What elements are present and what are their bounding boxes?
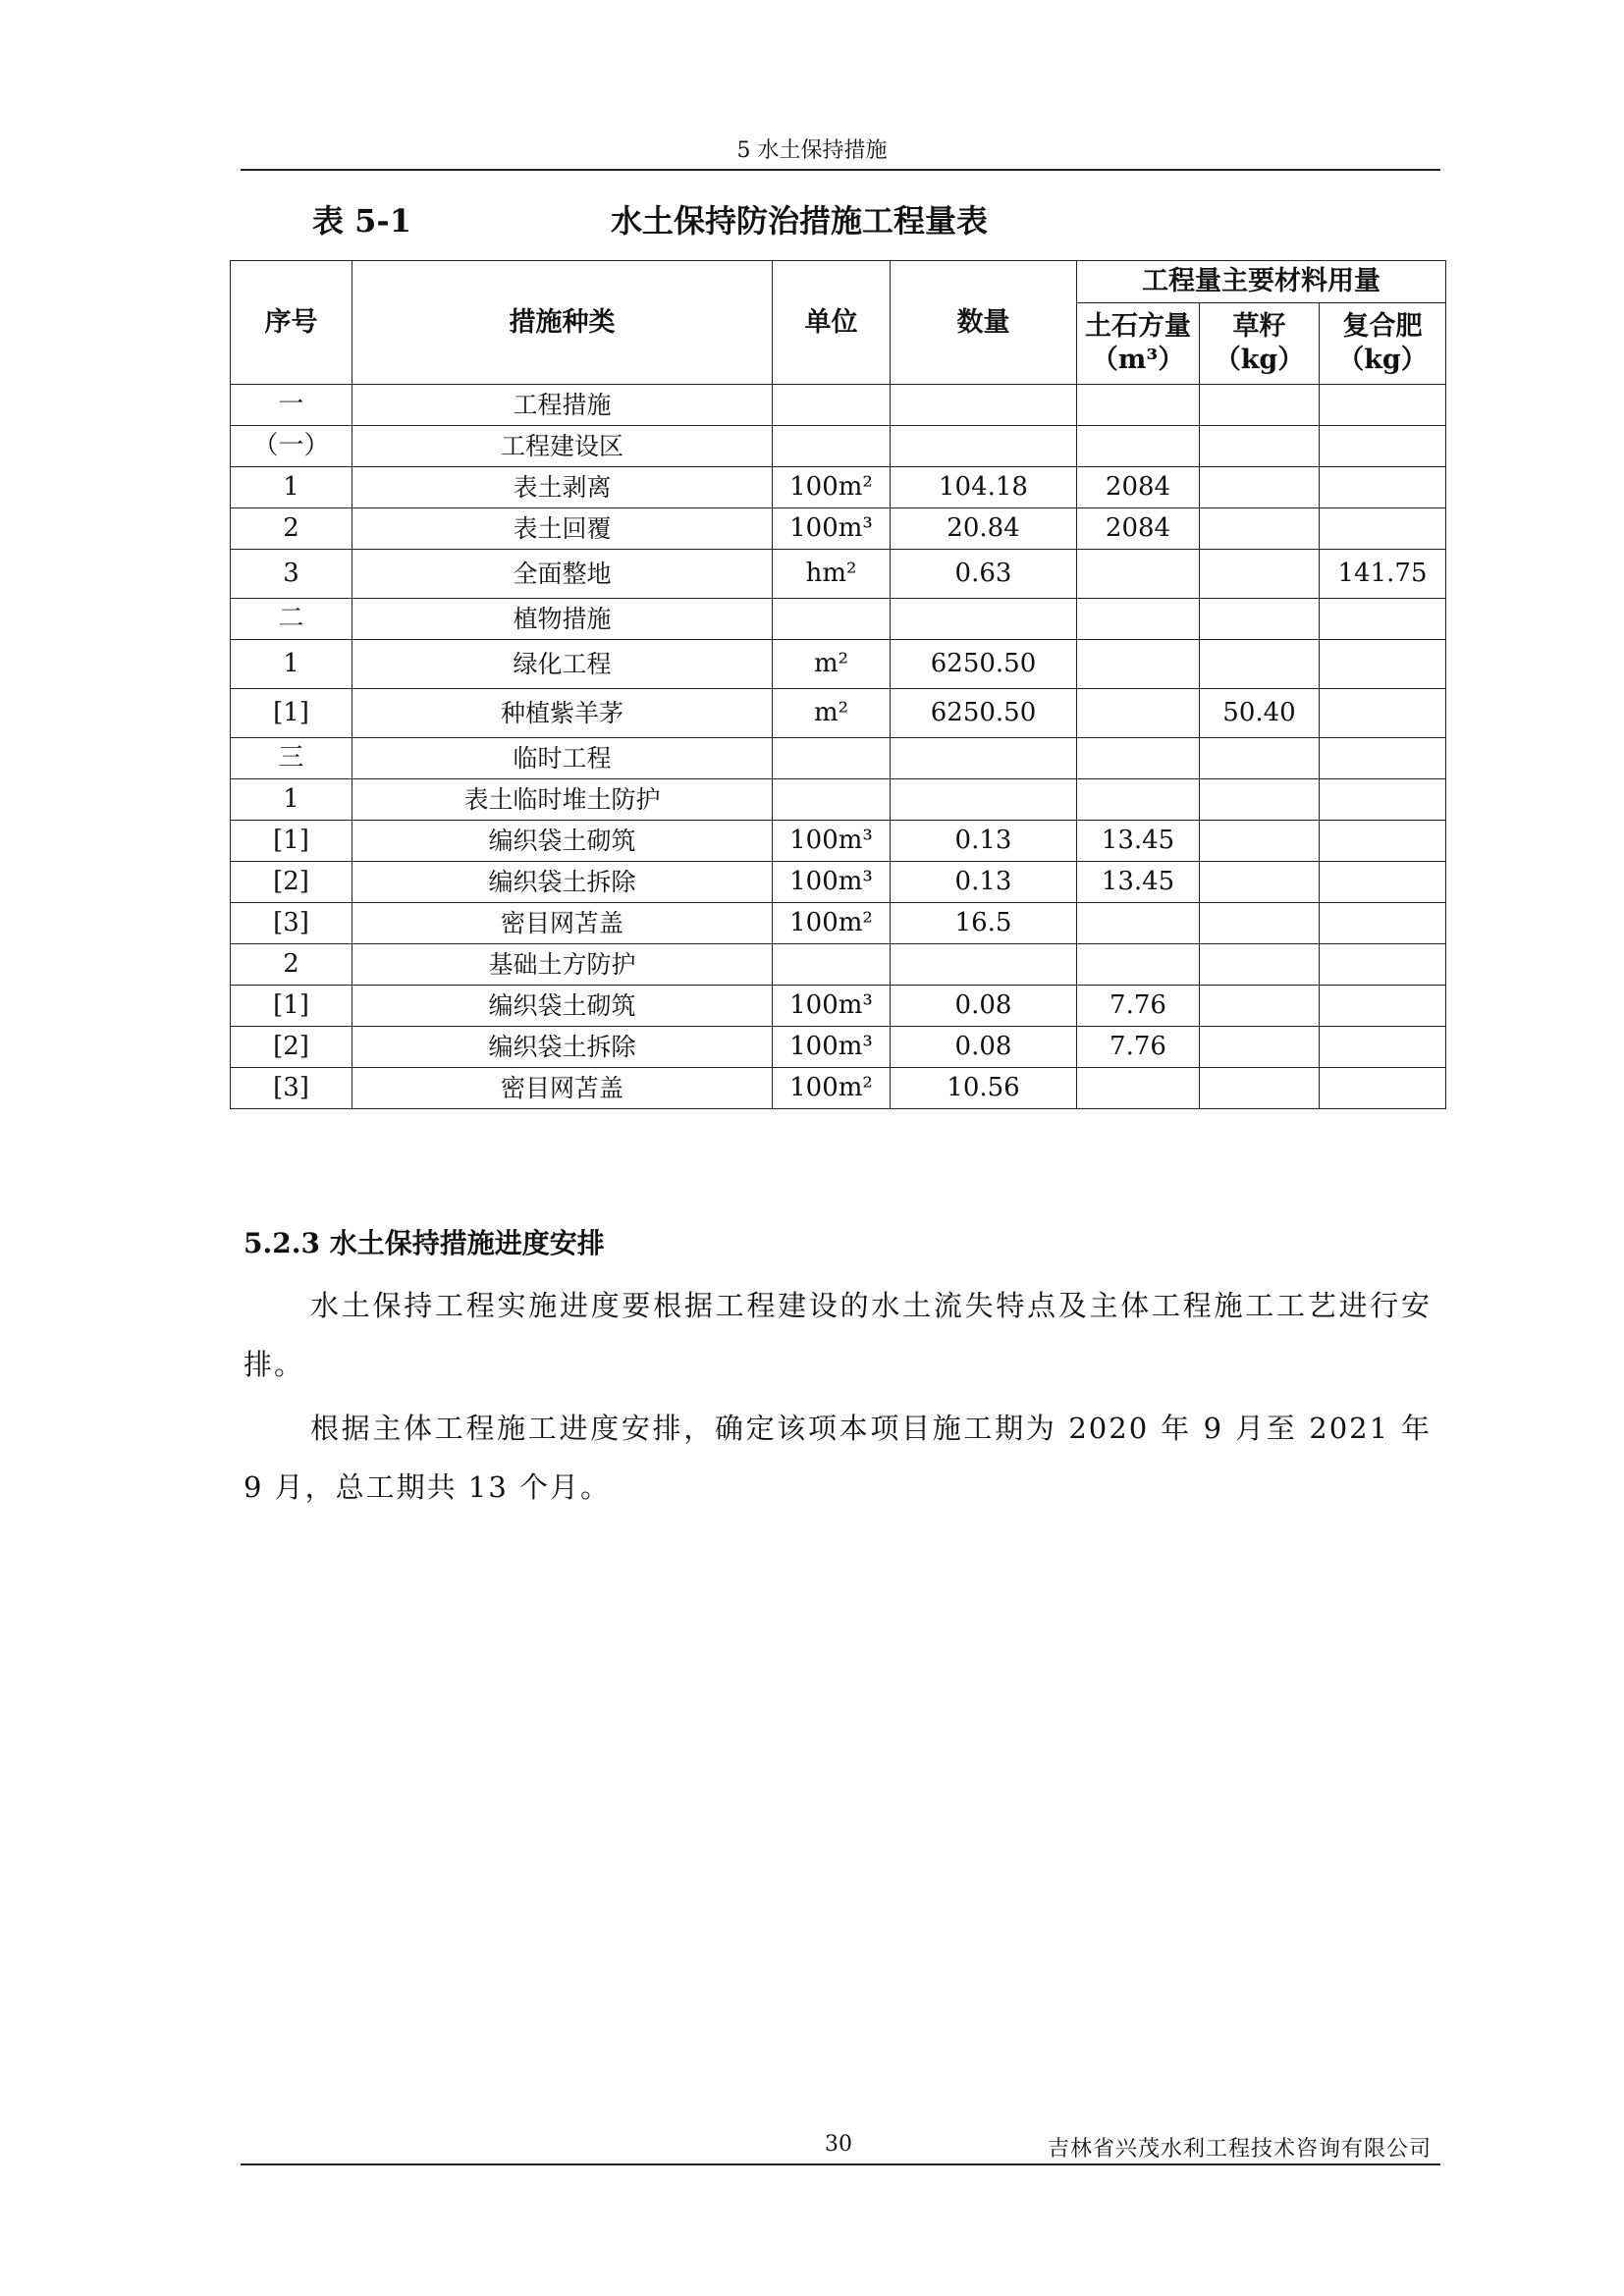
cell-unit: 100m²	[773, 1068, 891, 1109]
table-row	[231, 944, 1446, 986]
cell-fert	[1320, 508, 1446, 550]
cell-unit: m²	[773, 640, 891, 689]
cell-seed	[1200, 821, 1320, 862]
cell-earth	[1077, 689, 1200, 738]
cell-unit: 100m³	[773, 508, 891, 550]
cell-earth: 13.45	[1077, 821, 1200, 862]
cell-qty: 20.84	[891, 508, 1077, 550]
cell-seed	[1200, 944, 1320, 986]
cell-seed	[1200, 550, 1320, 599]
cell-fert	[1320, 862, 1446, 903]
cell-seq: [3]	[231, 903, 352, 944]
table-row	[231, 550, 1446, 599]
cell-seq: 二	[231, 599, 352, 640]
cell-earth	[1077, 426, 1200, 467]
table-row	[231, 508, 1446, 550]
table-title: 水土保持防治措施工程量表	[611, 202, 989, 240]
table-row	[231, 903, 1446, 944]
cell-fert	[1320, 599, 1446, 640]
cell-earth	[1077, 738, 1200, 779]
page-number: 30	[825, 2132, 852, 2157]
cell-fert	[1320, 640, 1446, 689]
table-row	[231, 640, 1446, 689]
cell-measure: 表土临时堆土防护	[352, 779, 773, 821]
measures-quantity-table	[230, 260, 1446, 1109]
cell-seq: 1	[231, 467, 352, 508]
cell-unit: 100m³	[773, 1027, 891, 1068]
cell-seed	[1200, 1027, 1320, 1068]
cell-unit	[773, 426, 891, 467]
cell-seq: 1	[231, 779, 352, 821]
cell-unit	[773, 599, 891, 640]
table-row	[231, 986, 1446, 1027]
col-header-measure: 措施种类	[352, 261, 773, 385]
table-caption	[0, 196, 1624, 245]
cell-seed	[1200, 467, 1320, 508]
cell-qty: 0.63	[891, 550, 1077, 599]
cell-measure: 密目网苫盖	[352, 903, 773, 944]
table-row	[231, 426, 1446, 467]
cell-seq: （一）	[231, 426, 352, 467]
cell-unit: m²	[773, 689, 891, 738]
footer-organization: 吉林省兴茂水利工程技术咨询有限公司	[1047, 2137, 1432, 2162]
cell-seed	[1200, 599, 1320, 640]
cell-unit	[773, 385, 891, 426]
cell-qty	[891, 426, 1077, 467]
cell-fert	[1320, 944, 1446, 986]
col-header-earth: 土石方量（m³）	[1077, 303, 1200, 385]
table-row	[231, 1027, 1446, 1068]
table-row	[231, 467, 1446, 508]
cell-unit	[773, 738, 891, 779]
col-header-qty: 数量	[891, 261, 1077, 385]
cell-measure: 编织袋土拆除	[352, 1027, 773, 1068]
cell-seq: [3]	[231, 1068, 352, 1109]
col-header-seq: 序号	[231, 261, 352, 385]
cell-qty: 6250.50	[891, 689, 1077, 738]
cell-seq: [1]	[231, 986, 352, 1027]
cell-seed: 50.40	[1200, 689, 1320, 738]
cell-seq: [2]	[231, 862, 352, 903]
cell-measure: 植物措施	[352, 599, 773, 640]
cell-earth: 2084	[1077, 508, 1200, 550]
header-divider	[241, 169, 1440, 171]
cell-seed	[1200, 986, 1320, 1027]
table-row	[231, 821, 1446, 862]
col-header-materials: 工程量主要材料用量	[1077, 261, 1446, 303]
cell-qty: 0.08	[891, 986, 1077, 1027]
cell-qty: 6250.50	[891, 640, 1077, 689]
table-row	[231, 385, 1446, 426]
cell-fert	[1320, 385, 1446, 426]
cell-seq: 一	[231, 385, 352, 426]
cell-earth	[1077, 1068, 1200, 1109]
col-header-seed: 草籽（kg）	[1200, 303, 1320, 385]
cell-seq: 2	[231, 944, 352, 986]
cell-fert	[1320, 779, 1446, 821]
col-header-fert: 复合肥（kg）	[1320, 303, 1446, 385]
cell-seed	[1200, 903, 1320, 944]
cell-fert	[1320, 426, 1446, 467]
cell-fert: 141.75	[1320, 550, 1446, 599]
cell-measure: 种植紫羊茅	[352, 689, 773, 738]
cell-qty	[891, 738, 1077, 779]
cell-seq: 2	[231, 508, 352, 550]
cell-seq: 三	[231, 738, 352, 779]
cell-earth: 13.45	[1077, 862, 1200, 903]
cell-seq: [1]	[231, 689, 352, 738]
cell-seed	[1200, 862, 1320, 903]
cell-measure: 全面整地	[352, 550, 773, 599]
cell-seed	[1200, 508, 1320, 550]
cell-unit	[773, 779, 891, 821]
cell-measure: 编织袋土砌筑	[352, 821, 773, 862]
table-row	[231, 689, 1446, 738]
paragraph: 根据主体工程施工进度安排，确定该项本项目施工期为 2020 年 9 月至 2021 年 9 月，总工期共 13 个月。	[244, 1412, 1432, 1504]
cell-seed	[1200, 426, 1320, 467]
cell-seed	[1200, 385, 1320, 426]
cell-unit: 100m²	[773, 903, 891, 944]
cell-measure: 密目网苫盖	[352, 1068, 773, 1109]
cell-earth: 2084	[1077, 467, 1200, 508]
col-header-unit: 单位	[773, 261, 891, 385]
cell-seed	[1200, 640, 1320, 689]
cell-measure: 编织袋土砌筑	[352, 986, 773, 1027]
cell-measure: 表土回覆	[352, 508, 773, 550]
cell-earth	[1077, 640, 1200, 689]
cell-unit: 100m²	[773, 467, 891, 508]
cell-measure: 临时工程	[352, 738, 773, 779]
cell-qty: 104.18	[891, 467, 1077, 508]
cell-qty: 0.13	[891, 821, 1077, 862]
cell-seq: 1	[231, 640, 352, 689]
cell-seq: [1]	[231, 821, 352, 862]
cell-earth: 7.76	[1077, 986, 1200, 1027]
table-row	[231, 862, 1446, 903]
cell-earth	[1077, 779, 1200, 821]
cell-seed	[1200, 779, 1320, 821]
cell-earth	[1077, 599, 1200, 640]
cell-unit: hm²	[773, 550, 891, 599]
cell-fert	[1320, 689, 1446, 738]
cell-measure: 工程措施	[352, 385, 773, 426]
cell-earth	[1077, 550, 1200, 599]
cell-fert	[1320, 738, 1446, 779]
table-number: 表 5-1	[312, 202, 411, 240]
cell-measure: 编织袋土拆除	[352, 862, 773, 903]
table-row	[231, 779, 1446, 821]
cell-qty: 0.13	[891, 862, 1077, 903]
cell-qty: 16.5	[891, 903, 1077, 944]
cell-seed	[1200, 738, 1320, 779]
cell-earth	[1077, 385, 1200, 426]
cell-measure: 工程建设区	[352, 426, 773, 467]
cell-unit: 100m³	[773, 862, 891, 903]
section-title: 5.2.3 水土保持措施进度安排	[244, 1227, 605, 1259]
cell-unit	[773, 944, 891, 986]
cell-earth	[1077, 903, 1200, 944]
cell-qty	[891, 385, 1077, 426]
cell-seq: [2]	[231, 1027, 352, 1068]
table-row	[231, 1068, 1446, 1109]
cell-fert	[1320, 821, 1446, 862]
footer-divider	[241, 2163, 1440, 2165]
paragraph: 水土保持工程实施进度要根据工程建设的水土流失特点及主体工程施工工艺进行安排。	[244, 1289, 1432, 1381]
table-row	[231, 599, 1446, 640]
cell-qty: 0.08	[891, 1027, 1077, 1068]
cell-unit: 100m³	[773, 986, 891, 1027]
cell-measure: 绿化工程	[352, 640, 773, 689]
cell-earth	[1077, 944, 1200, 986]
cell-fert	[1320, 903, 1446, 944]
cell-qty	[891, 779, 1077, 821]
cell-qty: 10.56	[891, 1068, 1077, 1109]
cell-seed	[1200, 1068, 1320, 1109]
cell-measure: 表土剥离	[352, 467, 773, 508]
cell-fert	[1320, 1027, 1446, 1068]
cell-unit: 100m³	[773, 821, 891, 862]
cell-qty	[891, 599, 1077, 640]
cell-fert	[1320, 986, 1446, 1027]
cell-measure: 基础土方防护	[352, 944, 773, 986]
cell-qty	[891, 944, 1077, 986]
cell-earth: 7.76	[1077, 1027, 1200, 1068]
cell-seq: 3	[231, 550, 352, 599]
page-header: 5 水土保持措施	[736, 138, 888, 163]
cell-fert	[1320, 467, 1446, 508]
cell-fert	[1320, 1068, 1446, 1109]
table-row	[231, 738, 1446, 779]
